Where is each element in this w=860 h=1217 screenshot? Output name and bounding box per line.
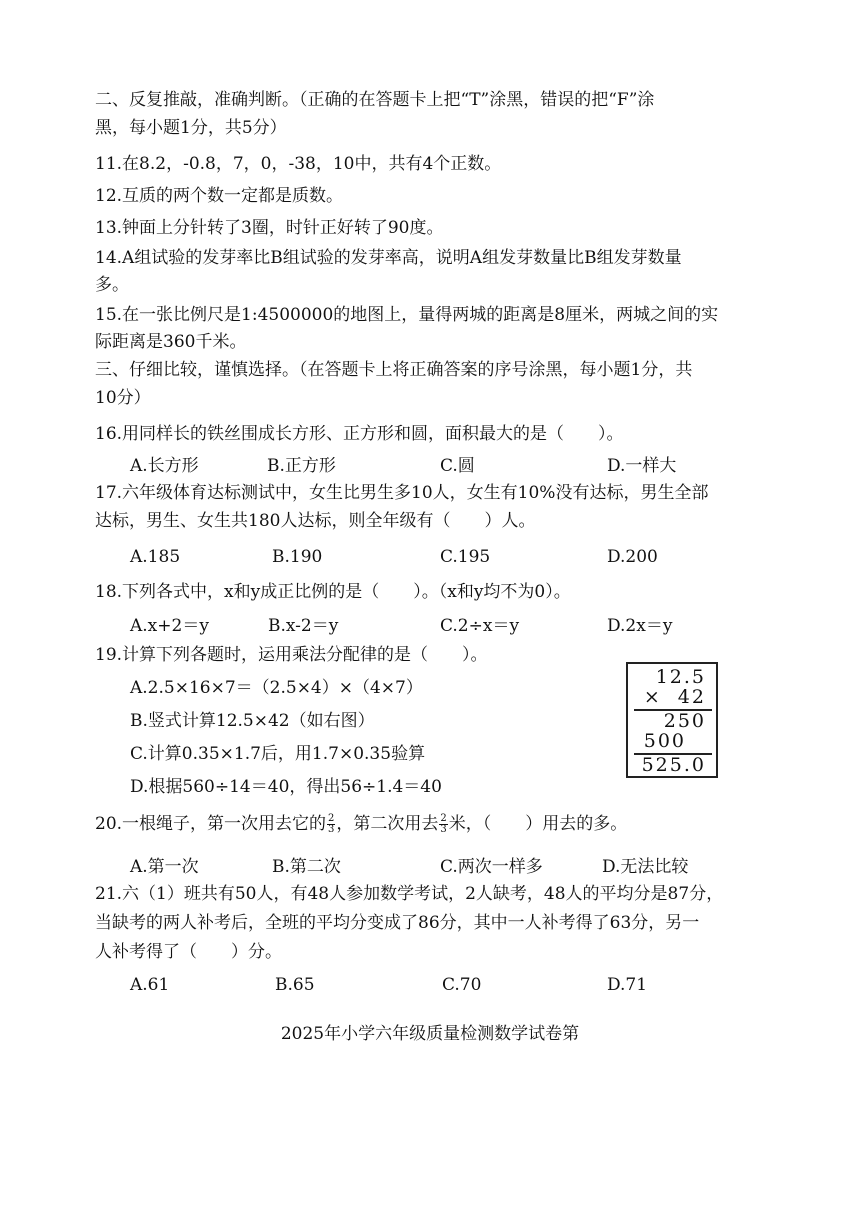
fraction-two-thirds-meter: $\frac{2}{3}$ [440, 813, 447, 835]
section2-heading-line1: 二、反复推敲，准确判断。（正确的在答题卡上把“T”涂黑，错误的把“F”涂 [95, 90, 655, 110]
section3-heading-line2: 10分） [95, 388, 151, 408]
question-19-option-d[interactable]: D.根据560÷14＝40，得出56÷1.4＝40 [130, 777, 442, 797]
question-21-option-c[interactable]: C.70 [442, 975, 482, 995]
question-20-stem-part-a: 20.一根绳子，第一次用去它的 [95, 814, 327, 834]
question-16-option-b[interactable]: B.正方形 [267, 456, 336, 476]
question-14-line1: 14.A组试验的发芽率比B组试验的发芽率高，说明A组发芽数量比B组发芽数量 [95, 248, 682, 268]
question-21-line2: 当缺考的两人补考后，全班的平均分变成了86分，其中一人补考得了63分，另一 [95, 913, 700, 933]
question-16-option-a[interactable]: A.长方形 [130, 456, 199, 476]
question-11: 11.在8.2，-0.8，7，0，-38，10中，共有4个正数。 [95, 154, 502, 174]
question-18-stem: 18.下列各式中，x和y成正比例的是（ ）。（x和y均不为0）。 [95, 582, 571, 602]
vertical-calc-product: 525.0 [641, 754, 706, 776]
section2-heading-line2: 黑，每小题1分，共5分） [95, 118, 287, 138]
question-18-option-c[interactable]: C.2÷x＝y [440, 616, 520, 636]
question-21-option-b[interactable]: B.65 [275, 975, 315, 995]
question-16-stem: 16.用同样长的铁丝围成长方形、正方形和圆，面积最大的是（ ）。 [95, 424, 624, 444]
question-14-line2: 多。 [95, 275, 129, 295]
question-18-option-b[interactable]: B.x-2＝y [268, 616, 339, 636]
question-19-stem: 19.计算下列各题时，运用乘法分配律的是（ ）。 [95, 645, 488, 665]
question-19-option-b[interactable]: B.竖式计算12.5×42（如右图） [130, 711, 375, 731]
question-17-option-d[interactable]: D.200 [607, 547, 658, 567]
question-21-line1: 21.六（1）班共有50人，有48人参加数学考试，2人缺考，48人的平均分是87分， [95, 884, 724, 904]
question-21-option-a[interactable]: A.61 [130, 975, 170, 995]
question-20-stem-part-b: ，第二次用去 [336, 814, 439, 834]
question-20-option-a[interactable]: A.第一次 [130, 857, 199, 877]
vertical-calc-partial-2: 500 [643, 730, 686, 752]
vertical-calculation-figure [626, 662, 718, 778]
question-17-line2: 达标，男生、女生共180人达标，则全年级有（ ）人。 [95, 511, 536, 531]
question-20-option-b[interactable]: B.第二次 [272, 857, 341, 877]
question-21-option-d[interactable]: D.71 [607, 975, 648, 995]
page-footer: 2025年小学六年级质量检测数学试卷第 [280, 1024, 580, 1044]
question-15-line1: 15.在一张比例尺是1:4500000的地图上，量得两城的距离是8厘米，两城之间的实 [95, 305, 719, 325]
question-20-stem-part-c: 米，（ ）用去的多。 [448, 814, 628, 834]
question-17-option-c[interactable]: C.195 [440, 547, 491, 567]
question-20-stem [95, 812, 627, 836]
question-17-option-b[interactable]: B.190 [272, 547, 323, 567]
section3-heading-line1: 三、仔细比较，谨慎选择。（在答题卡上将正确答案的序号涂黑，每小题1分，共 [95, 360, 693, 380]
question-13: 13.钟面上分针转了3圈，时针正好转了90度。 [95, 218, 444, 238]
question-18-option-a[interactable]: A.x+2＝y [130, 616, 209, 636]
question-20-option-c[interactable]: C.两次一样多 [440, 857, 543, 877]
question-16-option-c[interactable]: C.圆 [440, 456, 475, 476]
question-18-option-d[interactable]: D.2x＝y [607, 616, 673, 636]
question-19-option-c[interactable]: C.计算0.35×1.7后，用1.7×0.35验算 [130, 744, 426, 764]
question-19-option-a[interactable]: A.2.5×16×7＝（2.5×4）×（4×7） [130, 678, 423, 698]
question-20-option-d[interactable]: D.无法比较 [602, 857, 689, 877]
question-17-option-a[interactable]: A.185 [130, 547, 181, 567]
vertical-calc-partial-1: 250 [663, 710, 706, 732]
question-12: 12.互质的两个数一定都是质数。 [95, 186, 344, 206]
question-21-line3: 人补考得了（ ）分。 [95, 942, 282, 962]
question-15-line2: 际距离是360千米。 [95, 332, 247, 352]
vertical-calc-multiplicand: 12.5 [655, 666, 706, 688]
question-17-line1: 17.六年级体育达标测试中，女生比男生多10人，女生有10%没有达标，男生全部 [95, 483, 709, 503]
fraction-two-thirds: $\frac{2}{3}$ [328, 813, 335, 835]
question-16-option-d[interactable]: D.一样大 [607, 456, 677, 476]
vertical-calc-multiplier: × 42 [643, 686, 706, 708]
